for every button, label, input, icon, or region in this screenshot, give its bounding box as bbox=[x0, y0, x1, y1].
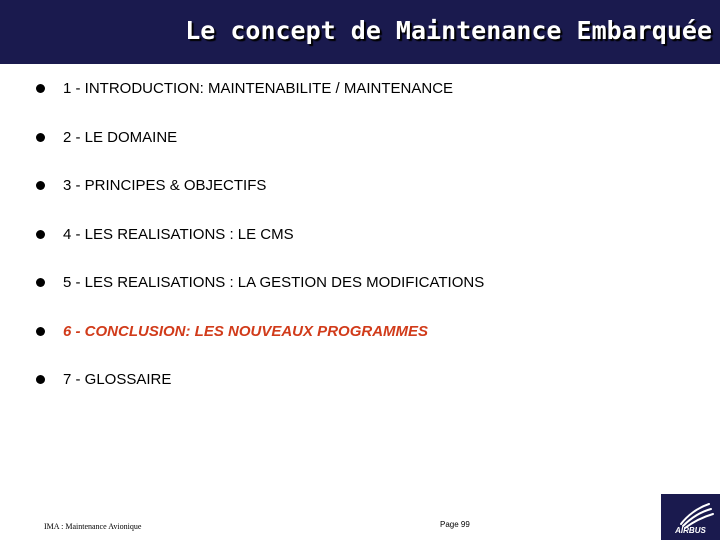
agenda-item-label: 3 - PRINCIPES & OBJECTIFS bbox=[63, 177, 267, 194]
agenda-item-cms bbox=[36, 224, 484, 273]
agenda-item-label: 2 - LE DOMAINE bbox=[63, 128, 178, 146]
bullet-icon bbox=[36, 84, 45, 93]
bullet-icon bbox=[36, 133, 45, 142]
agenda-item-label: 6 - CONCLUSION: LES NOUVEAUX PROGRAMMES bbox=[63, 322, 429, 340]
title-bar bbox=[0, 0, 720, 64]
bullet-icon bbox=[36, 230, 45, 239]
logo-text: AIRBUS bbox=[675, 526, 706, 535]
bullet-icon bbox=[36, 278, 45, 287]
agenda-item-label: 5 - LES REALISATIONS : LA GESTION DES MODIFICATIONS bbox=[63, 274, 485, 291]
agenda-list bbox=[36, 78, 484, 418]
bullet-icon bbox=[36, 327, 45, 336]
agenda-item-domaine bbox=[36, 127, 484, 176]
agenda-item-introduction bbox=[36, 78, 484, 127]
footer-course-title: IMA : Maintenance Avionique bbox=[44, 522, 142, 531]
bullet-icon bbox=[36, 375, 45, 384]
agenda-item-glossaire bbox=[36, 369, 484, 418]
agenda-item-label: 1 - INTRODUCTION: MAINTENABILITE / MAINTENANCE bbox=[63, 80, 454, 97]
airbus-logo bbox=[661, 494, 720, 540]
agenda-item-principes bbox=[36, 175, 484, 224]
agenda-item-conclusion bbox=[36, 321, 484, 370]
agenda-item-label: 4 - LES REALISATIONS : LE CMS bbox=[63, 225, 294, 243]
agenda-item-label: 7 - GLOSSAIRE bbox=[63, 371, 172, 388]
page-number: Page 99 bbox=[440, 520, 470, 529]
agenda-item-modifications bbox=[36, 272, 484, 321]
slide-title: Le concept de Maintenance Embarquée bbox=[185, 16, 712, 45]
bullet-icon bbox=[36, 181, 45, 190]
